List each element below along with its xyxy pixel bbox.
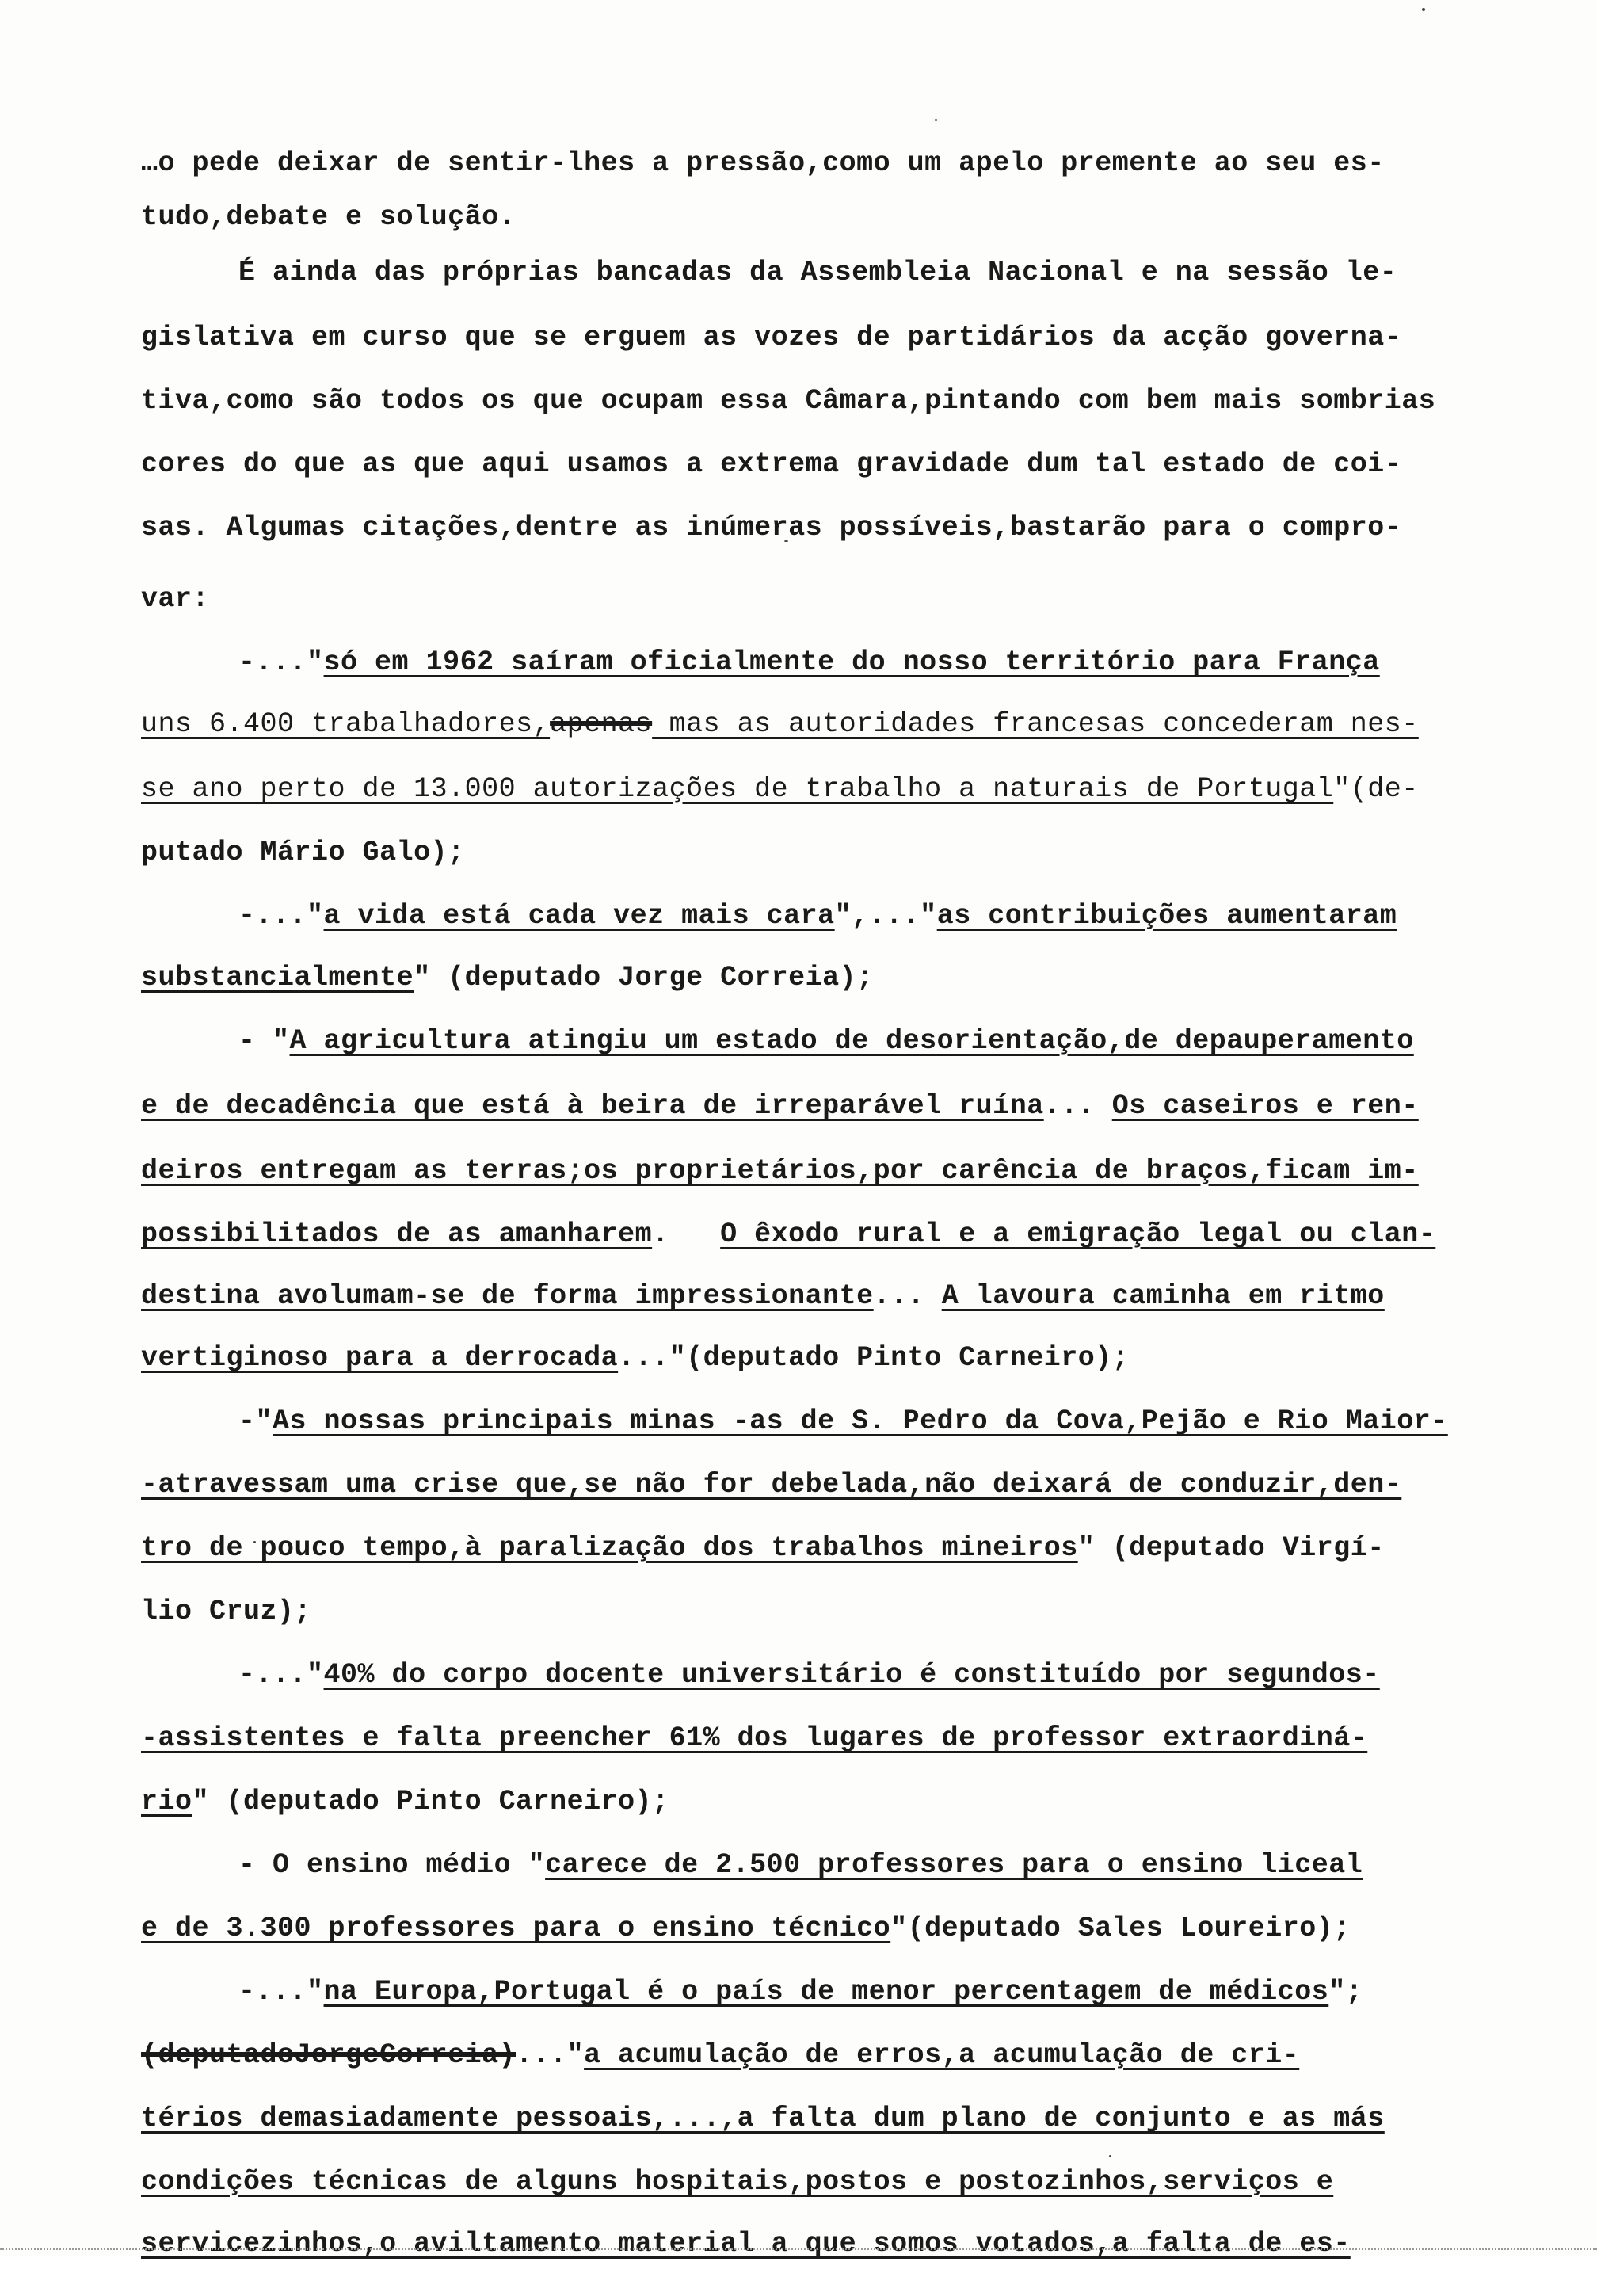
scan-edge	[0, 2248, 1597, 2252]
text-segment: sas. Algumas citações,dentre as inúmeras possíveis,bastarão para o compro-	[141, 512, 1402, 543]
text-segment: A lavoura caminha em ritmo	[941, 1280, 1385, 1312]
text-segment: a acumulação de erros,a acumulação de cri-	[584, 2039, 1300, 2071]
text-segment: " (deputado Pinto Carneiro);	[192, 1786, 669, 1817]
text-segment: térios demasiadamente pessoais,...,a falta dum plano de conjunto e as más	[141, 2103, 1385, 2134]
text-segment: rio	[141, 1786, 192, 1817]
text-segment: …o pede deixar de sentir-lhes a pressão,como um apelo premente ao seu es-	[141, 147, 1385, 179]
text-segment: gislativa em curso que se erguem as vozes de partidários da acção governa-	[141, 322, 1402, 353]
text-segment: ";	[1328, 1976, 1363, 2008]
text-segment: e de 3.300 professores para o ensino técnico	[141, 1913, 891, 1944]
text-segment: na Europa,Portugal é o país de menor percentagem de médicos	[323, 1976, 1329, 2008]
text-segment: substancialmente	[141, 962, 414, 994]
text-segment: .	[652, 1219, 721, 1250]
text-segment: as contribuições aumentaram	[936, 900, 1397, 932]
text-segment: O êxodo rural e a emigração legal ou clan-	[720, 1219, 1436, 1250]
text-segment: As nossas principais minas -as de S. Pedro da Cova,Pejão e Rio Maior-	[273, 1405, 1448, 1437]
text-segment: tiva,como são todos os que ocupam essa Câmara,pintando com bem mais sombrias	[141, 385, 1436, 417]
text-segment: e de decadência que está à beira de irreparável ruína	[141, 1090, 1044, 1122]
text-segment: -assistentes e falta preencher 61% dos lugares de professor extraordiná-	[141, 1722, 1368, 1754]
text-segment: tudo,debate e solução.	[141, 201, 516, 233]
text-segment: " (deputado Jorge Correia);	[414, 962, 874, 994]
text-segment: tro de pouco tempo,à paralização dos trabalhos mineiros	[141, 1532, 1078, 1564]
text-segment: É ainda das próprias bancadas da Assembleia Nacional e na sessão le-	[238, 257, 1397, 288]
text-segment: se ano perto de 13.000 autorizações de trabalho a naturais de Portugal	[141, 773, 1334, 805]
text-segment: servicezinhos,o aviltamento material a que somos votados,a falta de es-	[141, 2228, 1351, 2260]
text-segment: -"	[238, 1405, 273, 1437]
paper-speck	[1422, 8, 1425, 11]
text-segment: carece de 2.500 professores para o ensino liceal	[545, 1849, 1363, 1881]
text-segment: - O ensino médio "	[238, 1849, 546, 1881]
text-segment: -..."	[238, 1659, 324, 1691]
text-segment: só em 1962 saíram oficialmente do nosso território para França	[323, 646, 1380, 678]
text-segment: A agricultura atingiu um estado de desorientação,de depauperamento	[289, 1025, 1414, 1057]
text-line	[73, 475, 1401, 580]
text-segment: var:	[141, 583, 210, 615]
text-segment: (deputadoJorgeCorreia)	[141, 2039, 516, 2071]
text-segment: possibilitados de as amanharem	[141, 1219, 653, 1250]
text-segment: a vida está cada vez mais cara	[323, 900, 835, 932]
text-segment: destina avolumam-se de forma impressionante	[141, 1280, 874, 1312]
text-segment: condições técnicas de alguns hospitais,postos e postozinhos,serviços e	[141, 2166, 1334, 2198]
text-segment: 40% do corpo docente universitário é constituído por segundos-	[323, 1659, 1380, 1691]
text-segment: -..."	[238, 900, 324, 932]
text-segment: ..."(deputado Pinto Carneiro);	[618, 1342, 1130, 1374]
text-segment: vertiginoso para a derrocada	[141, 1342, 619, 1374]
text-segment: putado Mário Galo);	[141, 837, 465, 868]
text-segment: ...	[873, 1280, 942, 1312]
text-segment: cores do que as que aqui usamos a extrema gravidade dum tal estado de coi-	[141, 448, 1402, 480]
text-segment: -atravessam uma crise que,se não for debelada,não deixará de conduzir,den-	[141, 1469, 1402, 1501]
text-segment: -..."	[238, 1976, 324, 2008]
text-segment: "(de-	[1333, 773, 1419, 805]
text-segment: uns 6.400 trabalhadores,	[141, 708, 551, 740]
text-segment: ..."	[516, 2039, 585, 2071]
text-segment: -..."	[238, 646, 324, 678]
text-segment: ",..."	[834, 900, 937, 932]
text-line	[73, 2191, 1351, 2296]
text-segment: - "	[238, 1025, 290, 1057]
text-segment: ...	[1043, 1090, 1112, 1122]
text-segment: mas as autoridades francesas concederam nes-	[652, 708, 1419, 740]
text-segment: "(deputado Sales Loureiro);	[890, 1913, 1351, 1944]
text-segment: lio Cruz);	[141, 1596, 312, 1627]
text-segment: Os caseiros e ren-	[1111, 1090, 1419, 1122]
text-segment: apenas	[550, 708, 653, 740]
text-segment: deiros entregam as terras;os proprietários,por carência de braços,ficam im-	[141, 1155, 1419, 1187]
text-segment: " (deputado Virgí-	[1077, 1532, 1385, 1564]
